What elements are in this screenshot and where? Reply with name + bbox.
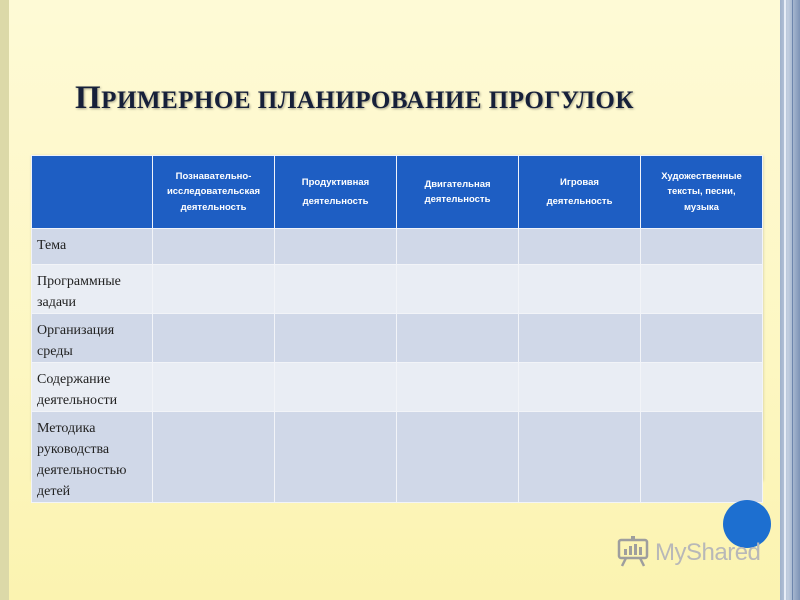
table-cell <box>641 314 763 363</box>
header-productive: Продуктивная деятельность <box>275 156 397 229</box>
row-label: Содержание деятельности <box>32 363 153 412</box>
table-cell <box>275 265 397 314</box>
row-label: Тема <box>32 229 153 265</box>
table-cell <box>641 412 763 503</box>
table-cell <box>153 412 275 503</box>
table-cell <box>153 229 275 265</box>
table-cell <box>397 265 519 314</box>
table-row <box>32 314 763 363</box>
table-cell <box>519 265 641 314</box>
row-label: Методика руководства деятельностью детей <box>32 412 153 503</box>
table-row <box>32 265 763 314</box>
row-label: Организация среды <box>32 314 153 363</box>
table-cell <box>641 363 763 412</box>
table-cell <box>153 265 275 314</box>
table-cell <box>153 363 275 412</box>
table-row <box>32 412 763 503</box>
table-cell <box>275 229 397 265</box>
table-cell <box>519 363 641 412</box>
header-empty <box>32 156 153 229</box>
table-cell <box>397 229 519 265</box>
table-cell <box>275 412 397 503</box>
header-row <box>32 156 763 229</box>
table-cell <box>519 314 641 363</box>
table-cell <box>641 265 763 314</box>
logo-text: MyShared <box>655 539 761 566</box>
table-cell <box>397 412 519 503</box>
presentation-board-icon <box>617 534 651 573</box>
table-cell <box>397 363 519 412</box>
page-title: ПРИМЕРНОЕ ПЛАНИРОВАНИЕ ПРОГУЛОК <box>75 80 634 116</box>
watermark-logo <box>617 536 760 570</box>
header-motor: Двигательная деятельность <box>397 156 519 229</box>
planning-table <box>31 155 762 499</box>
table-cell <box>519 412 641 503</box>
right-decorative-bar <box>780 0 800 600</box>
table-cell <box>397 314 519 363</box>
table-cell <box>275 363 397 412</box>
table-cell <box>275 314 397 363</box>
header-game: Игровая деятельность <box>519 156 641 229</box>
header-cognitive: Познавательно- исследовательская деятельность <box>153 156 275 229</box>
table-cell <box>641 229 763 265</box>
table-cell <box>153 314 275 363</box>
row-label: Программные задачи <box>32 265 153 314</box>
table-cell <box>519 229 641 265</box>
table-row <box>32 363 763 412</box>
header-artistic: Художественные тексты, песни, музыка <box>641 156 763 229</box>
table-row <box>32 229 763 265</box>
